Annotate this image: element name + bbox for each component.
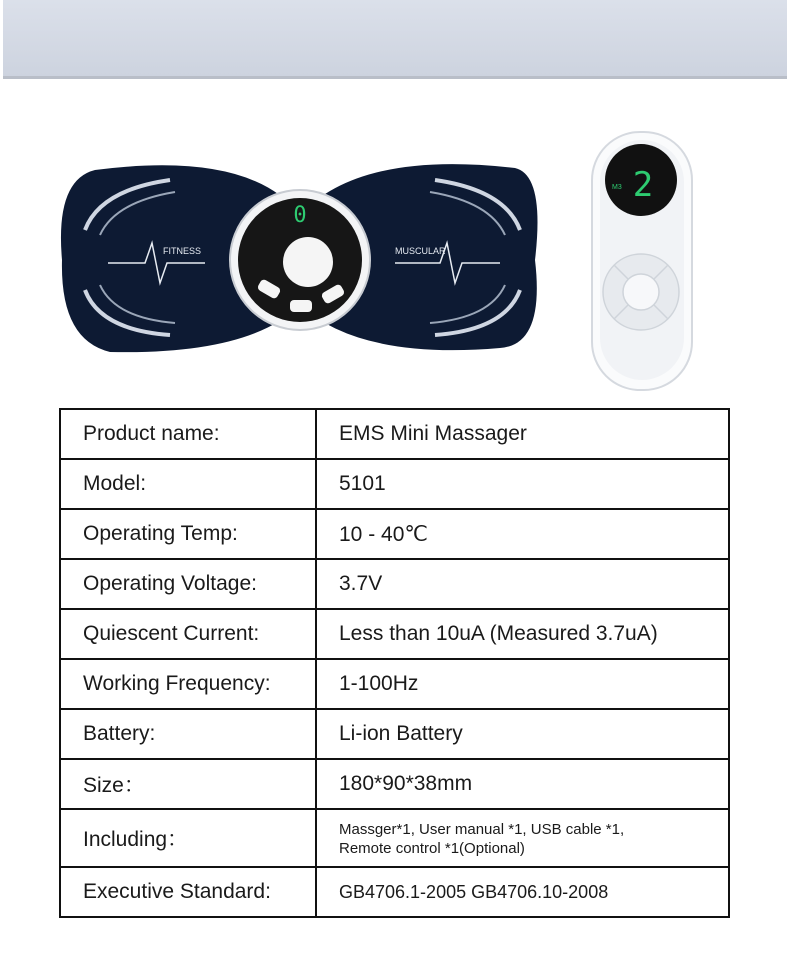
table-row [60, 559, 729, 609]
remote-control [592, 132, 692, 390]
table-row [60, 659, 729, 709]
product-image [0, 120, 790, 400]
table-row [60, 509, 729, 559]
spec-value: 1-100Hz [316, 659, 729, 709]
spec-value-line: Remote control *1(Optional) [339, 840, 525, 857]
spec-value: Less than 10uA (Measured 3.7uA) [316, 609, 729, 659]
spec-label: Quiescent Current: [60, 609, 316, 659]
spec-value: 10 - 40℃ [316, 509, 729, 559]
remote-mode-indicator: M3 [612, 184, 622, 191]
spec-label: Product name: [60, 409, 316, 459]
table-row [60, 609, 729, 659]
massager-pad [61, 164, 538, 352]
remote-display-digit: 2 [632, 165, 654, 205]
spec-label: Operating Voltage: [60, 559, 316, 609]
spec-label: Operating Temp: [60, 509, 316, 559]
remote-center-button[interactable] [623, 274, 659, 310]
spec-value-line: Massger*1, User manual *1, USB cable *1, [339, 821, 625, 838]
pad-power-button[interactable] [283, 237, 333, 287]
spec-value: 180*90*38mm [316, 759, 729, 809]
spec-value: EMS Mini Massager [316, 409, 729, 459]
spec-label: Battery: [60, 709, 316, 759]
table-row [60, 409, 729, 459]
spec-value: Li-ion Battery [316, 709, 729, 759]
spec-value: GB4706.1-2005 GB4706.10-2008 [316, 867, 729, 917]
spec-label: Executive Standard: [60, 867, 316, 917]
spec-label: Model: [60, 459, 316, 509]
table-row [60, 709, 729, 759]
spec-table [59, 408, 730, 918]
spec-label: Size： [60, 759, 316, 809]
spec-value [316, 809, 729, 867]
spec-value: 3.7V [316, 559, 729, 609]
top-banner [3, 0, 787, 79]
table-row [60, 759, 729, 809]
spec-label: Including： [60, 809, 316, 867]
fitness-label: FITNESS [163, 246, 202, 256]
pad-display-digit: 0 [293, 203, 307, 228]
table-row [60, 809, 729, 867]
spec-label: Working Frequency: [60, 659, 316, 709]
spec-value: 5101 [316, 459, 729, 509]
pad-minus-button[interactable] [290, 300, 312, 312]
table-row [60, 867, 729, 917]
muscular-label: MUSCULAR [395, 246, 446, 256]
table-row [60, 459, 729, 509]
